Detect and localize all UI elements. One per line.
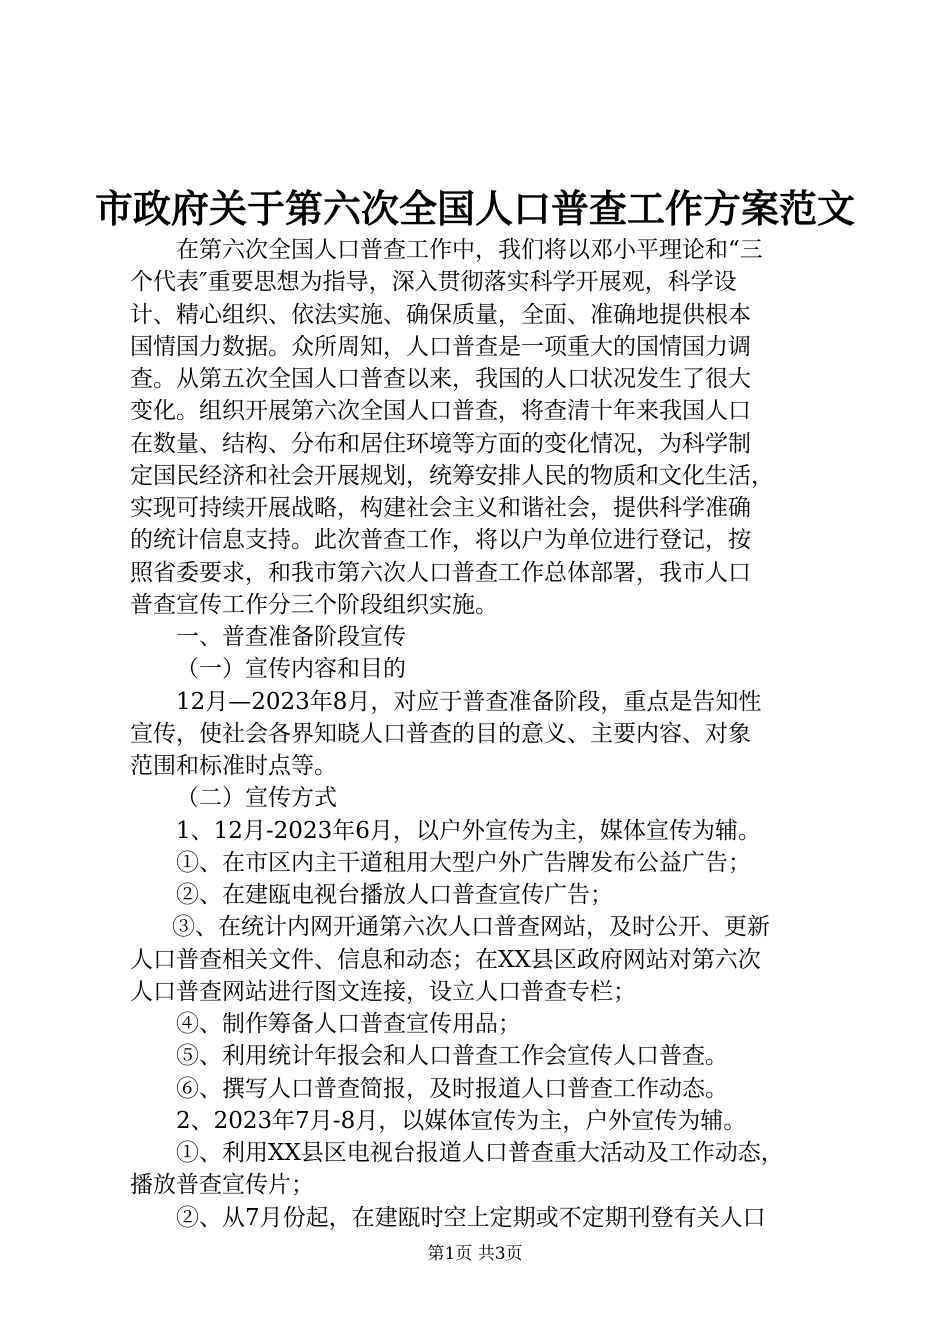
paragraph-line: 在数量、结构、分布和居住环境等方面的变化情况，为科学制: [130, 430, 751, 457]
paragraph-line: 在第六次全国人口普查工作中，我们将以邓小平理论和“三: [176, 237, 763, 263]
paragraph-line: 个代表″重要思想为指导，深入贯彻落实科学开展观，科学设: [130, 269, 737, 296]
list-item: ④、制作筹备人口普查宣传用品；: [176, 1011, 521, 1037]
page-number-footer: 第1页 共3页: [427, 1244, 523, 1264]
list-item: ①、在市区内主干道租用大型户外广告牌发布公益广告；: [176, 849, 751, 876]
paragraph-line: 国情国力数据。众所周知，人口普查是一项重大的国情国力调: [130, 333, 751, 360]
paragraph-line: 照省委要求，和我市第六次人口普查工作总体部署，我市人口: [130, 559, 751, 586]
paragraph-line: 实现可持续开展战略，构建社会主义和谐社会，提供科学准确: [130, 495, 751, 521]
list-item: ②、在建瓯电视台播放人口普查宣传广告；: [176, 882, 613, 908]
list-item-continuation: 人口普查网站进行图文连接，设立人口普查专栏；: [130, 978, 636, 1005]
document-title: 市政府关于第六次全国人口普查工作方案范文: [94, 186, 855, 231]
paragraph-line: 宣传，使社会各界知晓人口普查的目的意义、主要内容、对象: [130, 720, 751, 747]
paragraph-line: 范围和标准时点等。: [130, 753, 337, 779]
paragraph-line: 12月—2023年8月，对应于普查准备阶段，重点是告知性: [176, 688, 762, 715]
subsection-heading: （二）宣传方式: [176, 785, 337, 812]
list-item: 1、12月-2023年6月，以户外宣传为主，媒体宣传为辅。: [176, 817, 761, 844]
list-item-continuation: 人口普查相关文件、信息和动态；在XX县区政府网站对第六次: [130, 946, 761, 973]
paragraph-line: 普查宣传工作分三个阶段组织实施。: [130, 591, 498, 618]
paragraph-line: 查。从第五次全国人口普查以来，我国的人口状况发生了很大: [130, 366, 751, 392]
list-item: ⑤、利用统计年报会和人口普查工作会宣传人口普查。: [176, 1043, 728, 1070]
list-item-continuation: 播放普查宣传片；: [130, 1172, 314, 1199]
paragraph-line: 变化。组织开展第六次全国人口普查，将查清十年来我国人口: [130, 398, 751, 425]
list-item: 2、2023年7月-8月，以媒体宣传为主，户外宣传为辅。: [176, 1107, 747, 1134]
list-item: ②、从7月份起，在建瓯时空上定期或不定期刊登有关人口: [176, 1204, 766, 1231]
section-heading: 一、普查准备阶段宣传: [176, 624, 406, 650]
subsection-heading: （一）宣传内容和目的: [176, 656, 406, 683]
paragraph-line: 的统计信息支持。此次普查工作，将以户为单位进行登记，按: [130, 527, 751, 554]
list-item: ③、在统计内网开通第六次人口普查网站，及时公开、更新: [172, 914, 770, 941]
document-body: [130, 234, 840, 1234]
list-item: ①、利用XX县区电视台报道人口普查重大活动及工作动态，: [176, 1140, 784, 1166]
paragraph-line: 定国民经济和社会开展规划，统筹安排人民的物质和文化生活，: [130, 462, 774, 489]
list-item: ⑥、撰写人口普查简报，及时报道人口普查工作动态。: [176, 1075, 728, 1102]
paragraph-line: 计、精心组织、依法实施、确保质量，全面、准确地提供根本: [130, 301, 751, 328]
